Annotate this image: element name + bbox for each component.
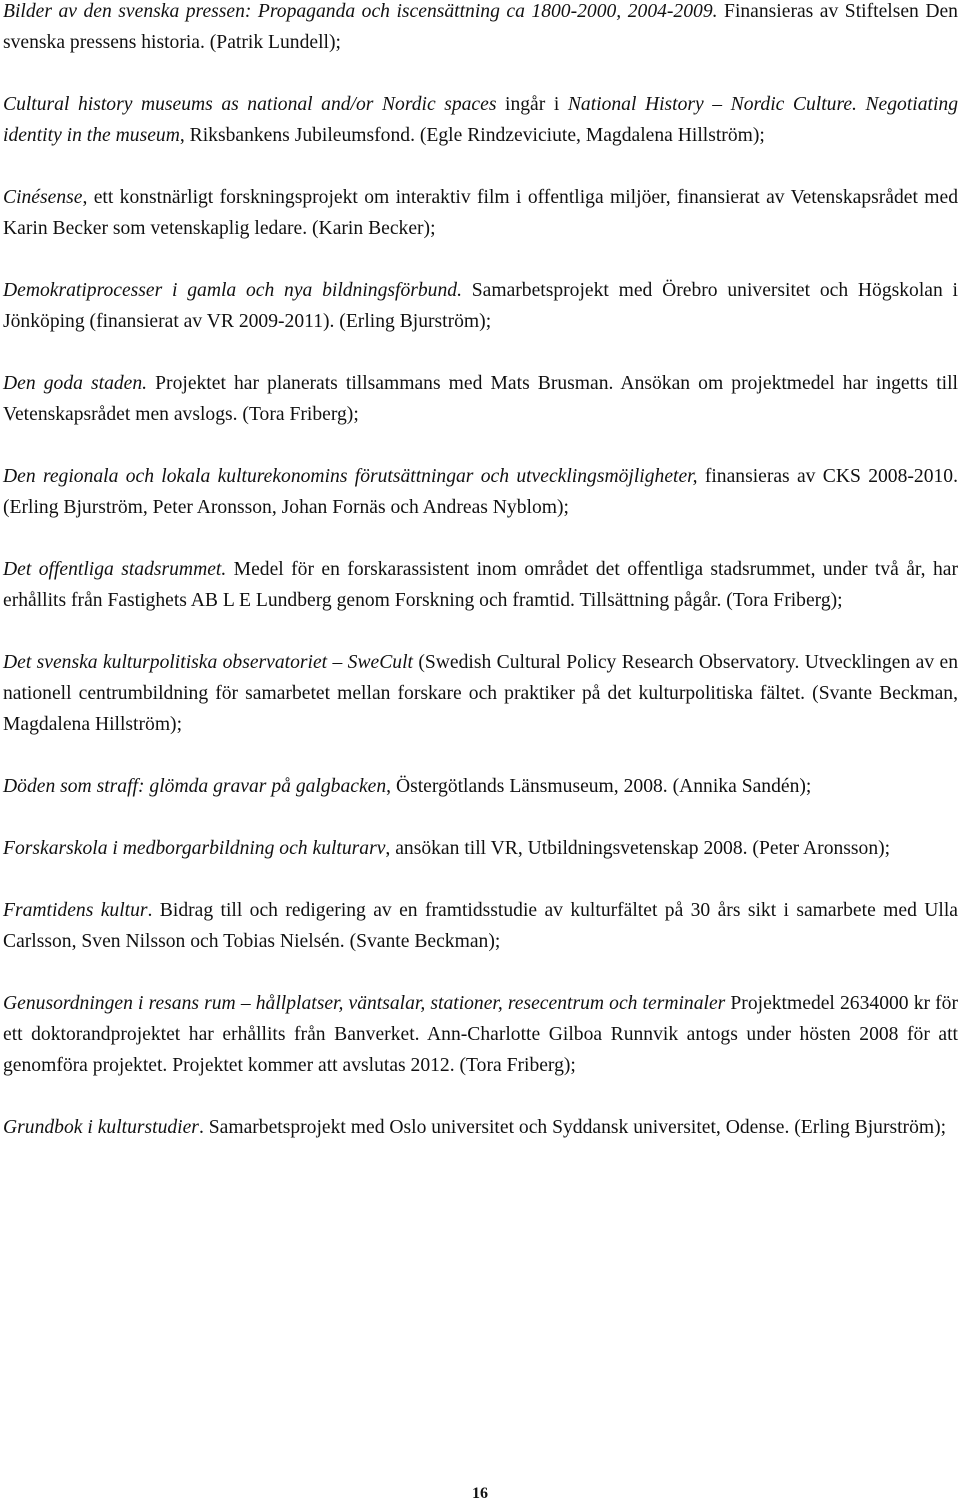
project-entry-demokratiprocesser — [3, 275, 958, 337]
project-entry-cinesense — [3, 182, 958, 244]
page-number: 16 — [472, 1485, 488, 1502]
project-entry-doden-som-straff — [3, 771, 958, 802]
project-title: Demokratiprocesser i gamla och nya bildningsförbund. — [3, 280, 462, 301]
document-page — [3, 0, 958, 1143]
project-title: Forskarskola i medborgarbildning och kulturarv — [3, 838, 386, 859]
project-description: . Bidrag till och redigering av en framtidsstudie av kulturfältet på 30 års sikt i samarbete med Ulla Carlsson, Sven Nilsson och Tobias Nielsén. (Svante Beckman); — [3, 900, 958, 952]
project-entry-grundbok-i-kulturstudier — [3, 1112, 958, 1143]
project-description: , ett konstnärligt forskningsprojekt om interaktiv film i offentliga miljöer, finansierat av Vetenskapsrådet med Karin Becker som vetenskaplig ledare. (Karin Becker); — [3, 187, 958, 239]
project-entry-bilder-av-den-svenska-pressen — [3, 0, 958, 58]
project-description: , Östergötlands Länsmuseum, 2008. (Annika Sandén); — [386, 776, 812, 797]
project-entry-swecult — [3, 647, 958, 740]
project-entry-det-offentliga-stadsrummet — [3, 554, 958, 616]
project-entry-cultural-history-museums — [3, 89, 958, 151]
project-title: Cultural history museums as national and/or Nordic spaces — [3, 94, 497, 115]
project-title: Bilder av den svenska pressen: Propaganda och iscensättning ca 1800-2000, 2004-2009. — [3, 1, 718, 22]
project-description-continued: , Riksbankens Jubileumsfond. (Egle Rindzeviciute, Magdalena Hillström); — [179, 125, 765, 146]
project-description: Projektmedel 2634000 kr för ett doktorandprojektet har erhållits från Banverket. Ann-Charlotte Gilboa Runnvik antogs under hösten 2008 för att genomföra projektet. Projektet kommer att avslutas 2012. (Tora Friberg); — [3, 993, 958, 1076]
project-title: Det svenska kulturpolitiska observatoriet – SweCult — [3, 652, 413, 673]
project-description: ingår i — [496, 94, 568, 115]
project-title: Cinésense — [3, 187, 83, 208]
project-description: Samarbetsprojekt med Örebro universitet och Högskolan i Jönköping (finansierat av VR 2009-2011). (Erling Bjurström); — [3, 280, 958, 332]
project-description: (Swedish Cultural Policy Research Observatory. Utvecklingen av en nationell centrumbildning för samarbetet mellan forskare och praktiker på det kulturpolitiska fältet. (Svante Beckman, Magdalena Hillström); — [3, 652, 959, 735]
project-description: Medel för en forskarassistent inom området det offentliga stadsrummet, under två år, har erhållits från Fastighets AB L E Lundberg genom Forskning och framtid. Tillsättning pågår. (Tora Friberg); — [3, 559, 958, 611]
project-entry-framtidens-kultur — [3, 895, 958, 957]
project-title: Det offentliga stadsrummet. — [3, 559, 227, 580]
project-title: Genusordningen i resans rum – hållplatser, väntsalar, stationer, resecentrum och terminaler — [3, 993, 726, 1014]
project-entry-den-regionala-kulturekonomin — [3, 461, 958, 523]
project-title: Den regionala och lokala kulturekonomins förutsättningar och utvecklingsmöjligheter, — [3, 466, 698, 487]
project-title: Den goda staden. — [3, 373, 148, 394]
project-parent-title: National History – Nordic Culture. Negotiating identity in the museum — [3, 94, 959, 146]
project-description: Finansieras av Stiftelsen Den svenska pressens historia. (Patrik Lundell); — [3, 1, 958, 53]
project-description: Projektet har planerats tillsammans med Mats Brusman. Ansökan om projektmedel har ingetts till Vetenskapsrådet men avslogs. (Tora Friberg); — [3, 373, 958, 425]
project-title: Grundbok i kulturstudier — [3, 1117, 199, 1138]
project-description: . Samarbetsprojekt med Oslo universitet och Syddansk universitet, Odense. (Erling Bjurström); — [198, 1117, 947, 1138]
project-title: Döden som straff: glömda gravar på galgbacken — [3, 776, 387, 797]
project-entry-den-goda-staden — [3, 368, 958, 430]
project-entry-forskarskola — [3, 833, 958, 864]
project-title: Framtidens kultur — [3, 900, 148, 921]
project-description: , ansökan till VR, Utbildningsvetenskap 2008. (Peter Aronsson); — [385, 838, 891, 859]
project-entry-genusordningen — [3, 988, 958, 1081]
project-description: finansieras av CKS 2008-2010. (Erling Bjurström, Peter Aronsson, Johan Fornäs och Andreas Nyblom); — [3, 466, 958, 518]
